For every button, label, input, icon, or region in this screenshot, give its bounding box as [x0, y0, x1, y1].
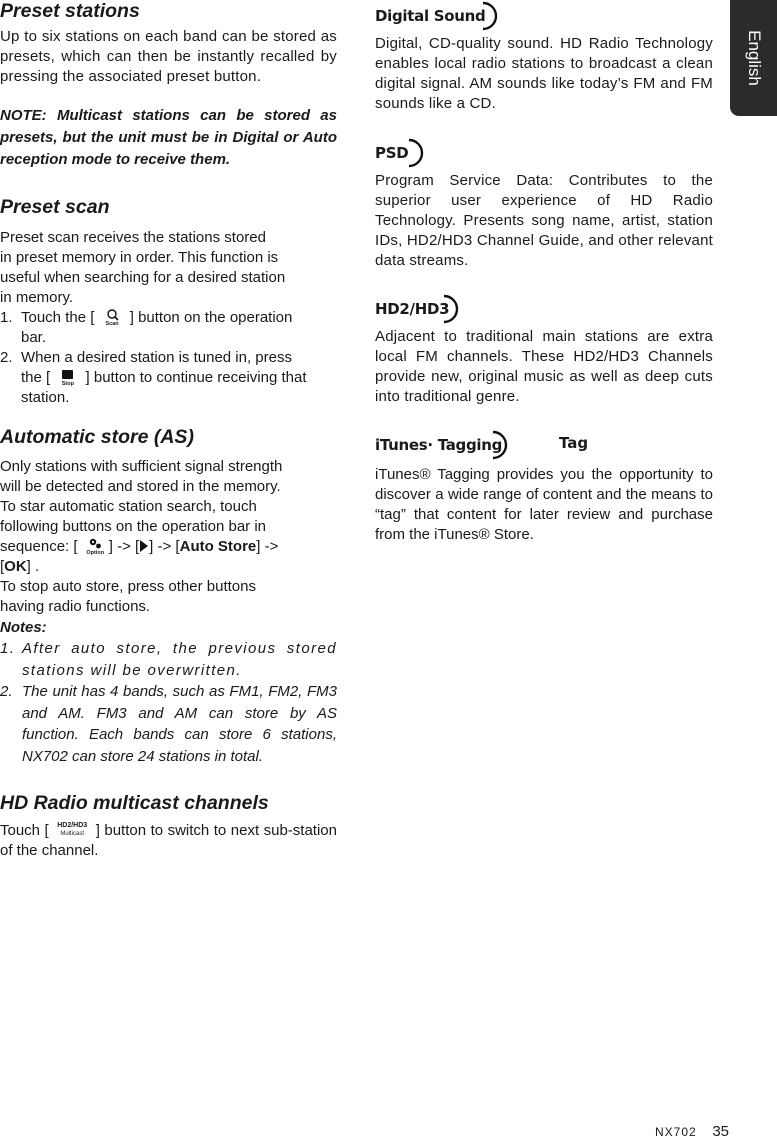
- stop-button-icon: Stop: [54, 368, 81, 387]
- notes-list: [0, 638, 337, 767]
- tag-label: Tag: [559, 434, 589, 452]
- right-column: [375, 0, 713, 545]
- hd2hd3-body: Adjacent to traditional main stations are extra local FM channels. These HD2/HD3 Channels provide new, original music as well as deep cuts into traditional genre.: [375, 328, 713, 405]
- digital-sound-logo: Digital Sound: [375, 1, 713, 35]
- psd-body: Program Service Data: Contributes to the superior user experience of HD Radio Technology. Presents song name, artist, station IDs, HD2/HD3 Channel Guide, and other relevant data streams.: [375, 172, 713, 269]
- preset-stations-heading: Preset stations: [0, 0, 140, 22]
- page-footer: [655, 1123, 729, 1140]
- hd-multicast-body: Touch [ HD2/HD3 Multicast ] button to switch to next sub-station of the channel.: [0, 822, 337, 859]
- preset-stations-body: Up to six stations on each band can be stored as presets, which can then be instantly recalled by pressing the associated preset button.: [0, 28, 337, 85]
- preset-scan-steps: [0, 308, 337, 408]
- page-number: 35: [712, 1123, 730, 1140]
- psd-logo: PSD: [375, 138, 713, 172]
- digital-sound-body: Digital, CD-quality sound. HD Radio Technology enables local radio stations to broadcast a clean digital signal. AM sounds like today’s FM and FM sounds like a CD.: [375, 35, 713, 112]
- hd2hd3-logo: HD2/HD3: [375, 294, 713, 328]
- itunes-body: iTunes® Tagging provides you the opportunity to discover a wide range of content and the means to “tag” that content for later review and purchase from the iTunes® Store.: [375, 466, 713, 543]
- sequence-line: sequence: [ Option ] -> [ ] -> [Auto Store] ->: [0, 538, 279, 556]
- hd-arc-icon: [405, 138, 425, 168]
- language-tab: English: [730, 0, 777, 116]
- preset-scan-intro: Preset scan receives the stations stored in preset memory in order. This function is useful when searching for a desired station in memory.: [0, 229, 286, 306]
- preset-scan-heading: Preset scan: [0, 196, 110, 218]
- list-item: 2. The unit has 4 bands, such as FM1, FM2, FM3 and AM. FM3 and AM can store by AS function. Each bands can store 6 stations, NX702 can store 24 stations in total.: [0, 683, 337, 765]
- option-button-icon: Option: [82, 537, 109, 556]
- scan-button-icon: Scan: [99, 308, 126, 327]
- hd-multicast-button-icon: HD2/HD3 Multicast: [57, 822, 88, 837]
- hd-multicast-heading: HD Radio multicast channels: [0, 792, 269, 814]
- hd-arc-icon: [440, 294, 460, 324]
- automatic-store-heading: Automatic store (AS): [0, 426, 194, 448]
- hd-arc-icon: [479, 1, 499, 31]
- hd-arc-icon: [489, 430, 509, 460]
- list-item: 1. Touch the [ Scan ] button on the operation bar.: [0, 309, 293, 346]
- list-item: 2. When a desired station is tuned in, press the [ Stop ] button to continue receiving that station.: [0, 349, 307, 406]
- notes-title: Notes:: [0, 619, 47, 636]
- left-column: [0, 0, 337, 861]
- ok-line: [OK] .: [0, 558, 40, 575]
- list-item: 1. After auto store, the previous stored stations will be overwritten.: [0, 640, 337, 679]
- itunes-tagging-logo: iTunes· Tagging Tag: [375, 430, 713, 464]
- model-name: NX702: [655, 1125, 697, 1139]
- automatic-store-body: Only stations with sufficient signal strength will be detected and stored in the memory. To star automatic station search, touch following buttons on the operation bar in sequence: [ Option ] -> [ ] -> [Auto Store] -> [OK] . To stop auto store, press other buttons having radio functions.: [0, 457, 337, 617]
- play-icon: [139, 538, 149, 555]
- preset-stations-note: NOTE: Multicast stations can be stored as presets, but the unit must be in Digital or Auto reception mode to receive them.: [0, 107, 337, 168]
